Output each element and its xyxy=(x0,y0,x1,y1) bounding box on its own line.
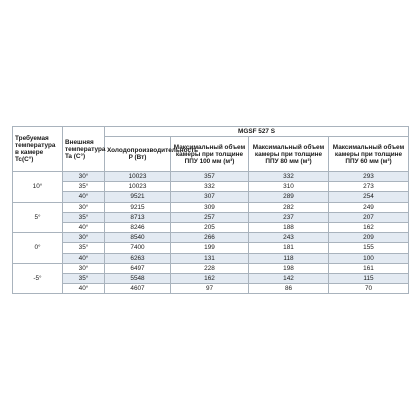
max-volume-60-cell: 162 xyxy=(329,222,409,232)
required-temp-cell: 10° xyxy=(13,172,63,203)
max-volume-100-cell: 332 xyxy=(171,182,249,192)
performance-table-container xyxy=(12,126,409,294)
cooling-capacity-cell: 10023 xyxy=(105,182,171,192)
table-body xyxy=(13,172,409,294)
max-volume-100-cell: 307 xyxy=(171,192,249,202)
header-outside-temp: Внешняя температура Ta (C°) xyxy=(63,127,105,172)
table-row xyxy=(13,172,409,182)
outside-temp-cell: 35° xyxy=(63,243,105,253)
outside-temp-cell: 30° xyxy=(63,263,105,273)
cooling-capacity-cell: 10023 xyxy=(105,172,171,182)
header-cooling-capacity: Холодопроизводительность P (Вт) xyxy=(105,137,171,172)
max-volume-60-cell: 161 xyxy=(329,263,409,273)
max-volume-100-cell: 131 xyxy=(171,253,249,263)
required-temp-cell: -5° xyxy=(13,263,63,294)
outside-temp-cell: 35° xyxy=(63,212,105,222)
max-volume-80-cell: 86 xyxy=(249,284,329,294)
required-temp-cell: 5° xyxy=(13,202,63,233)
table-row xyxy=(13,243,409,253)
max-volume-80-cell: 118 xyxy=(249,253,329,263)
max-volume-80-cell: 243 xyxy=(249,233,329,243)
max-volume-80-cell: 198 xyxy=(249,263,329,273)
max-volume-60-cell: 207 xyxy=(329,212,409,222)
table-row xyxy=(13,263,409,273)
header-max-volume-100: Максимальный объем камеры при толщине ППУ 100 мм (м³) xyxy=(171,137,249,172)
max-volume-60-cell: 100 xyxy=(329,253,409,263)
cooling-capacity-cell: 7400 xyxy=(105,243,171,253)
max-volume-80-cell: 310 xyxy=(249,182,329,192)
cooling-capacity-cell: 5548 xyxy=(105,273,171,283)
outside-temp-cell: 35° xyxy=(63,182,105,192)
cooling-capacity-cell: 6263 xyxy=(105,253,171,263)
max-volume-100-cell: 228 xyxy=(171,263,249,273)
cooling-capacity-cell: 6497 xyxy=(105,263,171,273)
max-volume-100-cell: 266 xyxy=(171,233,249,243)
max-volume-80-cell: 188 xyxy=(249,222,329,232)
max-volume-60-cell: 70 xyxy=(329,284,409,294)
max-volume-80-cell: 282 xyxy=(249,202,329,212)
header-model: MGSF 527 S xyxy=(105,127,409,137)
max-volume-100-cell: 309 xyxy=(171,202,249,212)
cooling-capacity-cell: 9215 xyxy=(105,202,171,212)
cooling-capacity-cell: 4607 xyxy=(105,284,171,294)
performance-table xyxy=(12,126,409,294)
outside-temp-cell: 40° xyxy=(63,253,105,263)
table-row xyxy=(13,233,409,243)
outside-temp-cell: 40° xyxy=(63,192,105,202)
max-volume-100-cell: 162 xyxy=(171,273,249,283)
table-row xyxy=(13,284,409,294)
header-max-volume-60: Максимальный объем камеры при толщине ППУ 60 мм (м³) xyxy=(329,137,409,172)
cooling-capacity-cell: 9521 xyxy=(105,192,171,202)
max-volume-80-cell: 332 xyxy=(249,172,329,182)
max-volume-100-cell: 257 xyxy=(171,212,249,222)
cooling-capacity-cell: 8246 xyxy=(105,222,171,232)
header-required-temp: Требуемая температура в камере Tc(C°) xyxy=(13,127,63,172)
table-row xyxy=(13,192,409,202)
outside-temp-cell: 30° xyxy=(63,202,105,212)
required-temp-cell: 0° xyxy=(13,233,63,264)
cooling-capacity-cell: 8540 xyxy=(105,233,171,243)
max-volume-60-cell: 249 xyxy=(329,202,409,212)
table-row xyxy=(13,222,409,232)
max-volume-80-cell: 237 xyxy=(249,212,329,222)
outside-temp-cell: 30° xyxy=(63,172,105,182)
max-volume-80-cell: 181 xyxy=(249,243,329,253)
max-volume-60-cell: 254 xyxy=(329,192,409,202)
max-volume-100-cell: 97 xyxy=(171,284,249,294)
max-volume-80-cell: 142 xyxy=(249,273,329,283)
max-volume-60-cell: 293 xyxy=(329,172,409,182)
outside-temp-cell: 30° xyxy=(63,233,105,243)
max-volume-60-cell: 115 xyxy=(329,273,409,283)
table-row xyxy=(13,273,409,283)
max-volume-60-cell: 209 xyxy=(329,233,409,243)
max-volume-60-cell: 273 xyxy=(329,182,409,192)
header-max-volume-80: Максимальный объем камеры при толщине ППУ 80 мм (м³) xyxy=(249,137,329,172)
table-row xyxy=(13,212,409,222)
table-row xyxy=(13,182,409,192)
max-volume-80-cell: 289 xyxy=(249,192,329,202)
max-volume-100-cell: 205 xyxy=(171,222,249,232)
max-volume-100-cell: 357 xyxy=(171,172,249,182)
table-row xyxy=(13,202,409,212)
outside-temp-cell: 40° xyxy=(63,222,105,232)
outside-temp-cell: 40° xyxy=(63,284,105,294)
max-volume-60-cell: 155 xyxy=(329,243,409,253)
max-volume-100-cell: 199 xyxy=(171,243,249,253)
table-row xyxy=(13,253,409,263)
cooling-capacity-cell: 8713 xyxy=(105,212,171,222)
outside-temp-cell: 35° xyxy=(63,273,105,283)
